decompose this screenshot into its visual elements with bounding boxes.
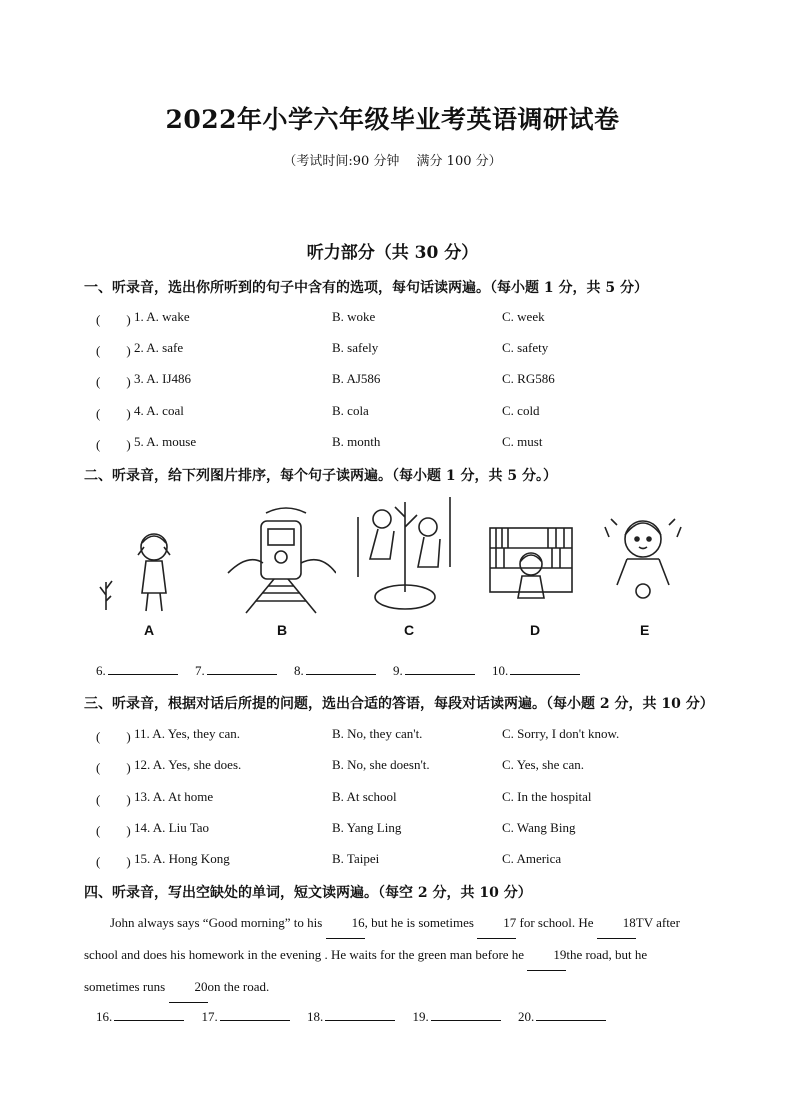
- option-c: C. week: [502, 309, 545, 324]
- blank-number: 16.: [96, 1009, 113, 1024]
- picture-c-planting-tree: [350, 497, 460, 617]
- passage-text: TV after school and does his homework in the evening . He waits for the green man before he: [84, 915, 680, 962]
- question-row: [96, 726, 696, 746]
- option-c: C. Wang Bing: [502, 820, 576, 835]
- option-b: B. safely: [332, 340, 379, 355]
- passage-text: the road, but he sometimes runs: [84, 947, 648, 994]
- cloze-blank-17[interactable]: 17: [477, 907, 516, 939]
- section-title: 听力部分（共 30 分）: [306, 243, 479, 263]
- option-a: 4. A. coal: [134, 403, 184, 418]
- question-row: [96, 434, 696, 454]
- blank-number: 10.: [492, 663, 509, 678]
- option-a: 15. A. Hong Kong: [134, 851, 230, 866]
- exam-title: 2022年小学六年级毕业考英语调研试卷: [165, 105, 620, 134]
- part4-answer-blanks: [96, 1008, 606, 1025]
- answer-blank[interactable]: [207, 662, 277, 675]
- cloze-blank-18[interactable]: 18: [597, 907, 636, 939]
- blank-number: 6.: [96, 663, 106, 678]
- answer-paren[interactable]: ( ): [96, 437, 131, 452]
- option-b: B. Taipei: [332, 851, 380, 866]
- option-c: C. safety: [502, 340, 549, 355]
- option-a: 2. A. safe: [134, 340, 184, 355]
- option-b: B. cola: [332, 403, 369, 418]
- cloze-blank-16[interactable]: 16: [326, 907, 365, 939]
- option-a: 14. A. Liu Tao: [134, 820, 210, 835]
- answer-blank[interactable]: [220, 1008, 290, 1021]
- answer-paren[interactable]: ( ): [96, 823, 131, 838]
- option-b: B. Yang Ling: [332, 820, 402, 835]
- blank-number: 7.: [195, 663, 205, 678]
- question-row: [96, 403, 696, 423]
- blank-number: 18.: [307, 1009, 324, 1024]
- answer-blank[interactable]: [405, 662, 475, 675]
- picture-e-girl-surprised: [593, 507, 693, 607]
- passage-text: for school. He: [519, 915, 594, 930]
- answer-blank[interactable]: [431, 1008, 501, 1021]
- option-a: 1. A. wake: [134, 309, 190, 324]
- passage-text: on the road.: [207, 979, 270, 994]
- part1-heading: 一、听录音，选出你所听到的句子中含有的选项，每句话读两遍。（每小题 1 分，共 5 分）: [84, 280, 648, 296]
- option-b: B. AJ586: [332, 371, 381, 386]
- option-c: C. cold: [502, 403, 540, 418]
- option-a: 3. A. IJ486: [134, 371, 192, 386]
- question-row: [96, 757, 696, 777]
- option-a: 5. A. mouse: [134, 434, 197, 449]
- option-a: 11. A. Yes, they can.: [134, 726, 241, 741]
- answer-paren[interactable]: ( ): [96, 854, 131, 869]
- cloze-blank-19[interactable]: 19: [527, 939, 566, 971]
- part2-answer-blanks: [96, 662, 580, 679]
- cloze-passage: [84, 907, 704, 1003]
- answer-blank[interactable]: [510, 662, 580, 675]
- picture-a-girl-covering-ears: [94, 525, 194, 615]
- option-b: B. No, they can't.: [332, 726, 423, 741]
- part2-heading: 二、听录音，给下列图片排序，每个句子读两遍。（每小题 1 分，共 5 分。）: [84, 468, 557, 484]
- question-row: [96, 820, 696, 840]
- answer-blank[interactable]: [325, 1008, 395, 1021]
- answer-paren[interactable]: ( ): [96, 760, 131, 775]
- answer-paren[interactable]: ( ): [96, 406, 131, 421]
- option-b: B. woke: [332, 309, 376, 324]
- answer-paren[interactable]: ( ): [96, 312, 131, 327]
- blank-number: 8.: [294, 663, 304, 678]
- answer-paren[interactable]: ( ): [96, 792, 131, 807]
- picture-label: C: [404, 622, 415, 638]
- question-row: [96, 371, 696, 391]
- part3-heading: 三、听录音，根据对话后所提的问题，选出合适的答语，每段对话读两遍。（每小题 2 分，共 10 分）: [84, 696, 714, 712]
- cloze-blank-20[interactable]: 20: [169, 971, 208, 1003]
- exam-subtitle: （考试时间:90 分钟 满分 100 分）: [283, 154, 502, 169]
- question-row: [96, 789, 696, 809]
- option-c: C. Yes, she can.: [502, 757, 584, 772]
- option-c: C. America: [502, 851, 562, 866]
- option-a: 12. A. Yes, she does.: [134, 757, 242, 772]
- option-c: C. RG586: [502, 371, 555, 386]
- option-c: C. Sorry, I don't know.: [502, 726, 620, 741]
- picture-d-boy-library: [486, 520, 576, 610]
- question-row: [96, 309, 696, 329]
- question-row: [96, 340, 696, 360]
- picture-label: E: [640, 622, 650, 638]
- option-a: 13. A. At home: [134, 789, 214, 804]
- option-b: B. At school: [332, 789, 397, 804]
- picture-strip: [88, 495, 698, 645]
- question-row: [96, 851, 696, 871]
- picture-b-train: [226, 503, 336, 615]
- picture-label: B: [277, 622, 288, 638]
- answer-paren[interactable]: ( ): [96, 729, 131, 744]
- passage-text: John always says “Good morning” to his: [110, 915, 323, 930]
- picture-label: D: [530, 622, 541, 638]
- answer-blank[interactable]: [536, 1008, 606, 1021]
- option-c: C. In the hospital: [502, 789, 592, 804]
- picture-label: A: [144, 622, 155, 638]
- blank-number: 20.: [518, 1009, 535, 1024]
- answer-paren[interactable]: ( ): [96, 343, 131, 358]
- answer-paren[interactable]: ( ): [96, 374, 131, 389]
- option-c: C. must: [502, 434, 543, 449]
- answer-blank[interactable]: [114, 1008, 184, 1021]
- answer-blank[interactable]: [108, 662, 178, 675]
- blank-number: 17.: [201, 1009, 218, 1024]
- part4-heading: 四、听录音，写出空缺处的单词，短文读两遍。（每空 2 分，共 10 分）: [84, 885, 532, 901]
- passage-text: , but he is sometimes: [364, 915, 474, 930]
- option-b: B. month: [332, 434, 381, 449]
- blank-number: 9.: [393, 663, 403, 678]
- answer-blank[interactable]: [306, 662, 376, 675]
- blank-number: 19.: [412, 1009, 429, 1024]
- option-b: B. No, she doesn't.: [332, 757, 430, 772]
